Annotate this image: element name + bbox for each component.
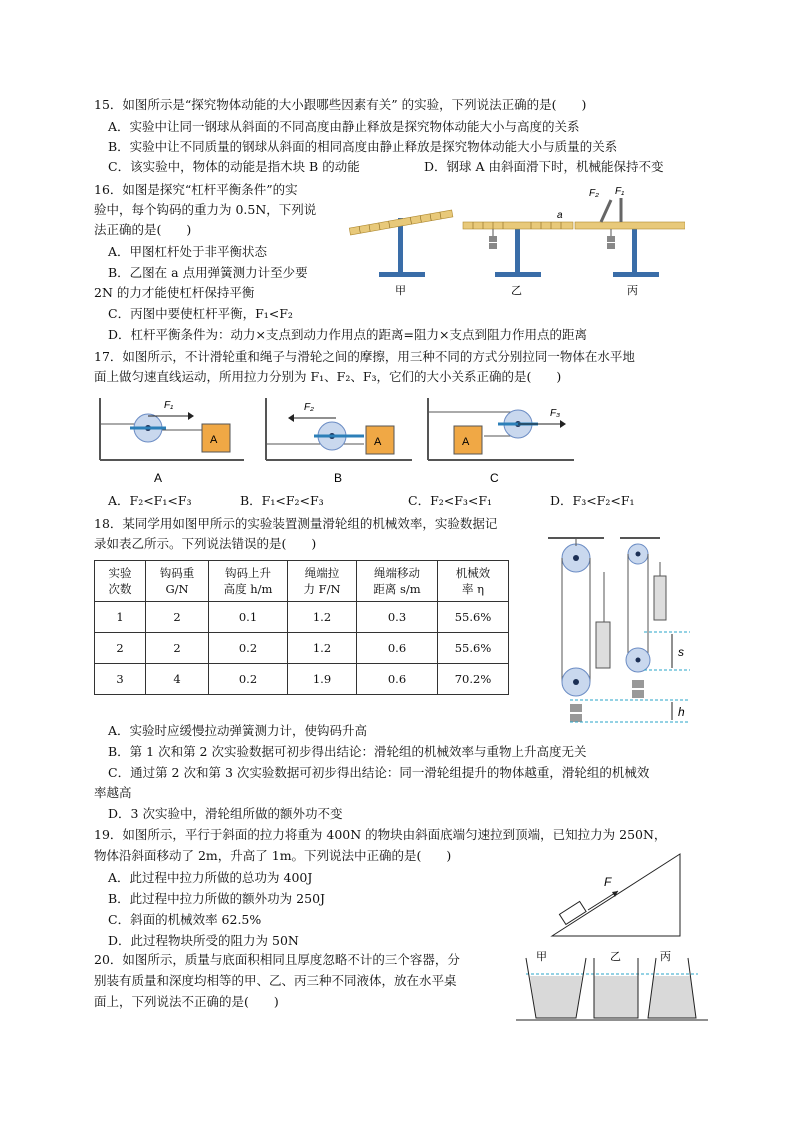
pulley-case-a — [100, 398, 244, 485]
container-yi-label: 乙 — [610, 951, 621, 963]
q17-stem-1: 17．如图所示，不计滑轮重和绳子与滑轮之间的摩擦，用三种不同的方式分别拉同一物体在水平地 — [94, 349, 635, 364]
table-cell: 55.6% — [438, 602, 509, 633]
point-a-label: a — [557, 210, 563, 221]
container-figure — [512, 948, 712, 1026]
incline-figure — [546, 848, 686, 940]
table-cell: 0.1 — [209, 602, 288, 633]
distance-s-label: s — [678, 645, 684, 659]
q19-stem-2: 物体沿斜面移动了 2m，升高了 1m。下列说法中正确的是( ) — [94, 848, 452, 863]
table-cell: 2 — [146, 633, 209, 664]
q16-stem-1: 16．如图是探究“杠杆平衡条件”的实 — [94, 182, 298, 197]
case-c-block-label: A — [462, 436, 470, 448]
case-b-label: B — [334, 471, 343, 485]
table-cell: 4 — [146, 664, 209, 695]
container-jia-label: 甲 — [536, 951, 547, 963]
header-cell: 机械效 率 η — [438, 561, 509, 602]
header-cell: 钩码重 G/N — [146, 561, 209, 602]
table-cell: 2 — [95, 633, 146, 664]
header-cell: 绳端移动 距离 s/m — [357, 561, 438, 602]
header-cell: 实验 次数 — [95, 561, 146, 602]
table-cell: 1 — [95, 602, 146, 633]
q18-option-d: D．3 次实验中，滑轮组所做的额外功不变 — [108, 806, 343, 821]
table-row — [95, 664, 509, 695]
q19-option-b: B．此过程中拉力所做的额外功为 250J — [108, 891, 326, 906]
q15-option-a: A．实验中让同一钢球从斜面的不同高度由静止释放是探究物体动能大小与高度的关系 — [108, 119, 580, 134]
table-cell: 1.2 — [288, 602, 357, 633]
lever-jia — [349, 210, 453, 297]
q19-stem-1: 19．如图所示，平行于斜面的拉力将重为 400N 的物块由斜面底端匀速拉到顶端，已知拉力为 250N， — [94, 827, 667, 842]
case-c-force-label: F₃ — [550, 408, 561, 419]
case-a-label: A — [154, 471, 163, 485]
case-a-force-label: F₁ — [164, 400, 174, 411]
q18-option-b: B．第 1 次和第 2 次实验数据可初步得出结论：滑轮组的机械效率与重物上升高度无关 — [108, 744, 587, 759]
q16-option-b-2: 2N 的力才能使杠杆保持平衡 — [94, 285, 255, 300]
q16-stem-2: 验中，每个钩码的重力为 0.5N，下列说 — [94, 202, 317, 217]
q19-option-d: D．此过程物块所受的阻力为 50N — [108, 933, 299, 948]
q18-stem-2: 录如表乙所示。下列说法错误的是( ) — [94, 536, 317, 551]
q16-stem-3: 法正确的是( ) — [94, 222, 192, 237]
q18-option-c-2: 率越高 — [94, 785, 132, 800]
q20-stem-2: 别装有质量和深度均相等的甲、乙、丙三种不同液体，放在水平桌 — [94, 973, 457, 988]
table-cell: 1.9 — [288, 664, 357, 695]
pulley-case-b — [266, 398, 412, 485]
q17-stem-2: 面上做匀速直线运动，所用拉力分别为 F₁、F₂、F₃，它们的大小关系正确的是( ) — [94, 369, 562, 384]
table-row — [95, 602, 509, 633]
q15-option-c: C．该实验中，物体的动能是指木块 B 的动能 — [108, 159, 360, 174]
table-header-row — [95, 561, 509, 602]
table-cell: 0.3 — [357, 602, 438, 633]
container-bing-label: 丙 — [660, 951, 671, 963]
lever-yi-label: 乙 — [511, 285, 522, 297]
q17-option-d: D．F₃<F₂<F₁ — [550, 493, 635, 508]
q17-option-b: B．F₁<F₂<F₃ — [240, 493, 324, 508]
table-cell: 1.2 — [288, 633, 357, 664]
q16-option-d: D．杠杆平衡条件为：动力×支点到动力作用点的距离=阻力×支点到阻力作用点的距离 — [108, 327, 587, 342]
case-b-block-label: A — [374, 436, 382, 448]
incline-force-label: F — [604, 875, 612, 889]
lever-bing — [575, 186, 685, 297]
q18-option-c-1: C．通过第 2 次和第 3 次实验数据可初步得出结论：同一滑轮组提升的物体越重，滑轮组的机械效 — [108, 765, 650, 780]
q18-option-a: A．实验时应缓慢拉动弹簧测力计，使钩码升高 — [108, 723, 368, 738]
table-cell: 2 — [146, 602, 209, 633]
lever-bing-label: 丙 — [627, 285, 638, 297]
pulley-figure — [94, 390, 594, 488]
header-cell: 绳端拉 力 F/N — [288, 561, 357, 602]
table-cell: 55.6% — [438, 633, 509, 664]
case-b-force-label: F₂ — [304, 402, 314, 413]
q16-option-c: C．丙图中要使杠杆平衡，F₁<F₂ — [108, 306, 293, 321]
q19-option-c: C．斜面的机械效率 62.5% — [108, 912, 262, 927]
lever-f2-label: F₂ — [589, 188, 599, 199]
lever-jia-label: 甲 — [395, 285, 406, 297]
height-h-label: h — [678, 705, 685, 719]
header-cell: 钩码上升 高度 h/m — [209, 561, 288, 602]
q19-option-a: A．此过程中拉力所做的总功为 400J — [108, 870, 313, 885]
pulley-block-figure — [540, 532, 700, 732]
lever-figure — [345, 180, 685, 300]
table-cell: 0.6 — [357, 633, 438, 664]
table-cell: 3 — [95, 664, 146, 695]
case-a-block-label: A — [210, 434, 218, 446]
q15-option-d: D．钢球 A 由斜面滑下时，机械能保持不变 — [424, 159, 664, 174]
q15-stem: 15．如图所示是“探究物体动能的大小跟哪些因素有关” 的实验，下列说法正确的是( ) — [94, 97, 587, 112]
table-cell: 0.2 — [209, 664, 288, 695]
q16-option-b-1: B．乙图在 a 点用弹簧测力计至少要 — [108, 265, 308, 280]
lever-f1-label: F₁ — [615, 186, 625, 197]
lever-yi — [463, 210, 573, 297]
case-c-label: C — [490, 471, 499, 485]
table-row — [95, 633, 509, 664]
q16-option-a: A．甲图杠杆处于非平衡状态 — [108, 244, 268, 259]
q18-stem-1: 18．某同学用如图甲所示的实验装置测量滑轮组的机械效率，实验数据记 — [94, 516, 498, 531]
pulley-case-c — [428, 398, 574, 485]
table-cell: 0.6 — [357, 664, 438, 695]
q17-option-c: C．F₂<F₃<F₁ — [408, 493, 493, 508]
q15-option-b: B．实验中让不同质量的钢球从斜面的相同高度由静止释放是探究物体动能大小与质量的关系 — [108, 139, 618, 154]
table-cell: 0.2 — [209, 633, 288, 664]
table-cell: 70.2% — [438, 664, 509, 695]
q18-data-table — [94, 560, 509, 695]
q20-stem-3: 面上，下列说法不正确的是( ) — [94, 994, 279, 1009]
q17-option-a: A．F₂<F₁<F₃ — [108, 493, 192, 508]
q20-stem-1: 20．如图所示，质量与底面积相同且厚度忽略不计的三个容器，分 — [94, 952, 460, 967]
